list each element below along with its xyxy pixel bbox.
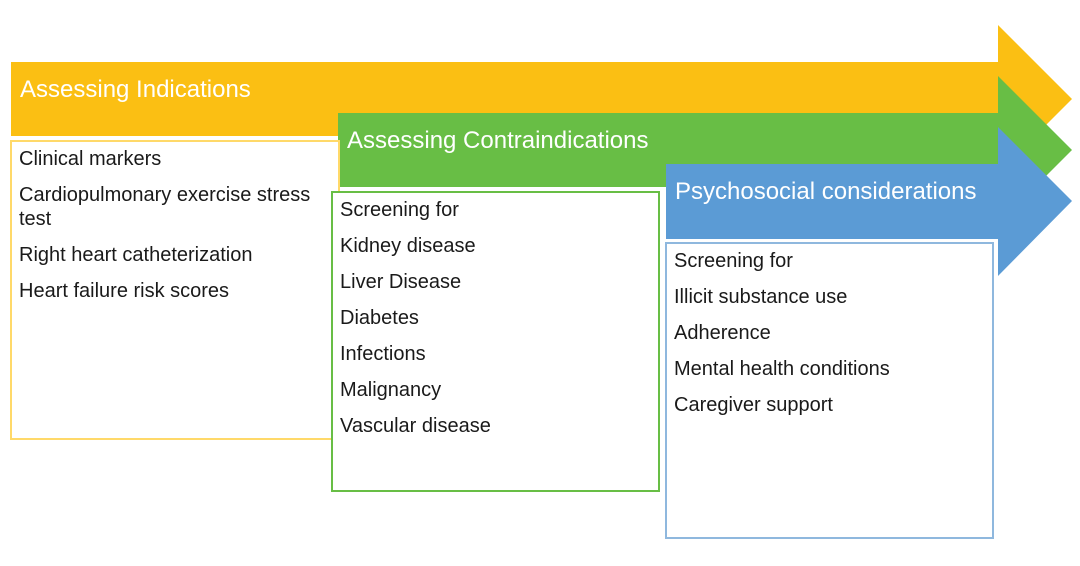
list-item: Liver Disease <box>340 271 462 293</box>
indications-box <box>10 140 340 440</box>
list-item: Right heart catheterization <box>19 244 253 266</box>
contraindications-title: Assessing Contraindications <box>347 127 649 154</box>
list-item: Adherence <box>674 322 771 344</box>
list-item: Vascular disease <box>340 415 491 437</box>
list-item: Mental health conditions <box>674 358 890 380</box>
indications-list <box>19 147 331 303</box>
list-item: Illicit substance use <box>674 286 848 308</box>
list-item: Screening for <box>340 199 459 221</box>
psychosocial-list <box>674 249 985 417</box>
list-item: Screening for <box>674 250 793 272</box>
contraindications-box <box>331 191 660 492</box>
list-item: Kidney disease <box>340 235 476 257</box>
list-item: Heart failure risk scores <box>19 280 230 302</box>
list-item: Clinical markers <box>19 148 162 170</box>
list-item: Caregiver support <box>674 394 833 416</box>
contraindications-list <box>340 198 651 438</box>
list-item: Diabetes <box>340 307 419 329</box>
psychosocial-title: Psychosocial considerations <box>675 178 977 205</box>
indications-title: Assessing Indications <box>20 76 251 103</box>
list-item: Infections <box>340 343 426 365</box>
list-item: Malignancy <box>340 379 442 401</box>
psychosocial-box <box>665 242 994 539</box>
list-item: Cardiopulmonary exercise stress test <box>19 184 311 230</box>
